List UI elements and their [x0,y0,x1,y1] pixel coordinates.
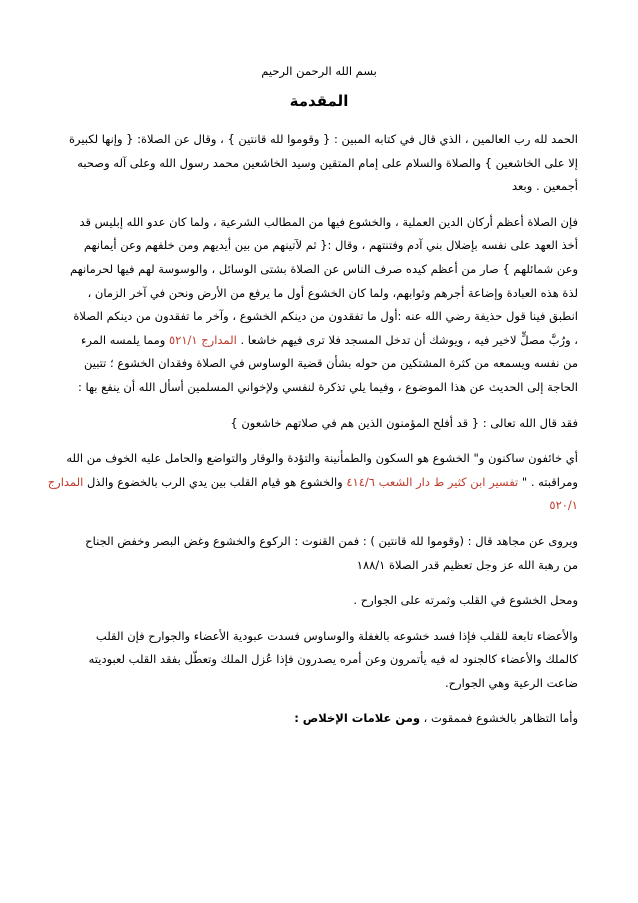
basmala: بسم الله الرحمن الرحيم [261,64,377,78]
text-line: وعن شمائلهم } صار من أعظم كيده صرف الناس عن الصلاة بشتى الوسائل ، والوسوسة لهم فيها لحرمانهم [70,261,578,276]
section-subheading: ومن علامات الإخلاص : [294,711,420,726]
paragraph-mujahid [60,530,578,577]
reference-citation: المدارج ٥٢١/١ [168,332,237,347]
paragraph-khushu-definition [47,447,578,518]
text-line: أي خائفون ساكنون و" الخشوع هو السكون والطمأنينة والتؤدة والوقار والتواضع والحامل عليه الخوف من الله [66,451,578,466]
text-line: ومحل الخشوع في القلب وثمرته على الجوارح . [353,593,578,608]
paragraph-verse [60,412,578,436]
document-page [47,62,578,743]
text-segment: وأما التظاهر بالخشوع فممقوت ، [423,711,578,726]
text-line: فإن الصلاة أعظم أركان الدين العملية ، والخشوع فيها من المطالب الشرعية ، ولما كان عدو الله إبليس قد [79,214,578,229]
text-line: ويروى عن مجاهد قال : (وقوموا لله قانتين ) : فمن القنوت : الركوع والخشوع وغض البصر وخفض الجناح [85,533,578,548]
text-line: كالملك والأعضاء كالجنود له فيه يأتمرون وعن أمره يصدرون فإذا عُزل الملك وتعطّل بفقد القلب لعبوديته [88,652,578,667]
text-line [60,707,578,731]
text-line: ضاعت الرعية وهي الجوارح. [444,675,578,690]
reference-citation: ٥٢٠/١ [549,498,578,513]
paragraph-prayer-importance [60,211,578,400]
text-segment: ومراقبته . " [521,474,578,489]
text-line [47,471,578,495]
text-line: انطبق فينا قول حذيفة رضي الله عنه :أول ما تفقدون من دينكم الخشوع ، وآخر ما تفقدون من دينكم الصلاة [73,309,578,324]
paragraph-sincerity [60,707,578,731]
text-line [60,329,578,353]
text-line: الحمد لله رب العالمين ، الذي قال في كتابه المبين : { وقوموا لله قانتين } ، وقال عن الصلاة: { وإنها لكبيرة [68,132,578,146]
text-segment: والخشوع هو قيام القلب بين يدي الرب بالخضوع والذل [86,474,343,489]
page-title: المقدمة [289,92,349,110]
paragraph-limbs [60,625,578,696]
text-segment: ومما يلمسه المرء [80,332,166,347]
text-segment: ، ورُبَّ مصلٍّ لاخير فيه ، ويوشك أن تدخل المسجد فلا ترى فيهم خاشعا . [240,332,578,347]
text-line: فقد قال الله تعالى : { قد أفلح المؤمنون الذين هم في صلاتهم خاشعون } [230,415,578,430]
reference-citation: المدارج [47,474,84,489]
text-line: من نفسه ويسمعه من كثرة المشتكين من حوله بشأن قضية الوساوس في الصلاة وفقدان الخشوع ؛ تتبين [83,356,578,371]
reference-citation: تفسير ابن كثير ط دار الشعب ٤١٤/٦ [346,474,519,489]
text-line: الحاجة إلى الحديث عن هذا الموضوع ، وفيما يلي تذكرة لنفسي ولإخواني المسلمين أسأل الله أن ينفع بها : [77,379,578,394]
text-line: لذة هذه العبادة وإضاعة أجرهم وثوابهم، ولما كان الخشوع أول ما يرفع من الأرض ونحن في آخر الزمان ، [87,285,578,300]
text-line: إلا على الخاشعين } والصلاة والسلام على إمام المتقين وسيد الخاشعين محمد رسول الله وعلى آله وصحبه [77,155,578,170]
text-line: أخذ العهد على نفسه بإضلال بني آدم وفتنتهم ، وقال :{ ثم لآتينهم من بين أيديهم ومن خلفهم وعن أيمانهم [83,238,578,253]
paragraph-praise [60,128,578,199]
text-line: أجمعين . وبعد [511,179,578,194]
paragraph-heart [60,589,578,613]
text-line: والأعضاء تابعة للقلب فإذا فسد خشوعه بالغفلة والوساوس فسدت عبودية الأعضاء والجوارح فإن القلب [95,628,578,643]
text-line: من رهبة الله عز وجل تعظيم قدر الصلاة ١٨٨/١ [356,557,578,572]
